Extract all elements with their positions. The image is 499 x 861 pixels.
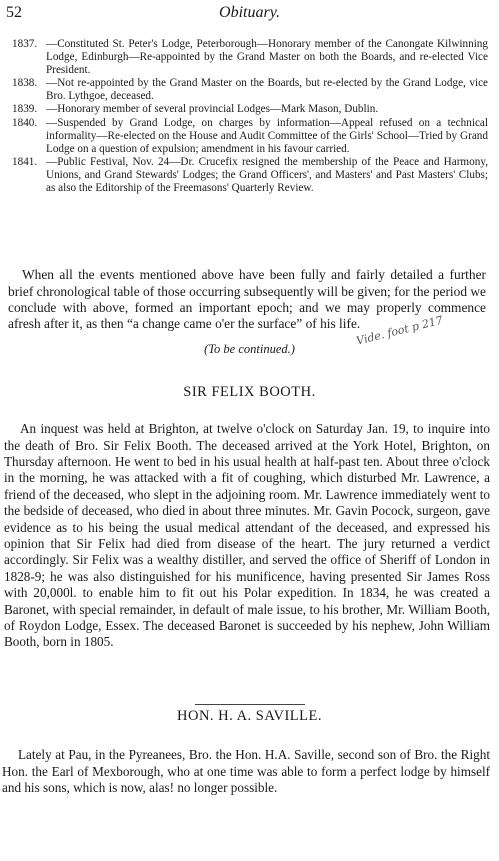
chronology-entry <box>12 103 488 116</box>
chronology-text: —Public Festival, Nov. 24—Dr. Crucefix resigned the membership of the Peace and Harmony, Unions, and Grand Stewards' Lodges; the Grand Officers', and Masters' and Past Masters' Clubs; as also the Editorship of the Freemasons' Quarterly Review. <box>46 155 488 195</box>
chronology-entry <box>12 117 488 156</box>
chronology-year: 1837. <box>12 38 38 50</box>
chronology-text: —Suspended by Grand Lodge, on charges by information—Appeal refused on a technical informality—Re-elected on the House and Audit Committee of the Girls' School—Tried by Grand Lodge on a question of expulsion; amendment in his favour carried. <box>46 116 488 155</box>
chronology-entry <box>12 77 488 103</box>
chronology-text: —Constituted St. Peter's Lodge, Peterborough—Honorary member of the Canongate Kilwinning Lodge, Edinburgh—Re-appointed by the Grand Master on both the Boards, and re-elected Vice President. <box>46 38 488 77</box>
chronology-year: 1839. <box>12 103 38 116</box>
chronology-text: —Not re-appointed by the Grand Master on the Boards, but re-elected by the Grand Lodge, vice Bro. Lythgoe, deceased. <box>46 77 488 103</box>
chronology-text: —Honorary member of several provincial Lodges—Mark Mason, Dublin. <box>46 103 379 116</box>
page-header <box>6 4 493 24</box>
section-heading-saville: HON. H. A. SAVILLE. <box>177 708 322 724</box>
page-number: 52 <box>6 4 22 21</box>
to-be-continued: (To be continued.) <box>204 342 295 356</box>
running-title: Obituary. <box>219 4 280 21</box>
section-body-saville: Lately at Pau, in the Pyreanees, Bro. the Hon. H.A. Saville, second son of Bro. the Right Hon. the Earl of Mexborough, who at one time was able to form a perfect lodge by himself and his sons, which is now, alas! no longer possible. <box>2 747 490 796</box>
chronology-year: 1840. <box>12 116 38 129</box>
chronology-year: 1841. <box>12 155 38 168</box>
closing-paragraph: When all the events mentioned above have been fully and fairly detailed a further brief chronological table of those occurring subsequently will be given; for the period we conclude with above, formed an important epoch; and we may properly commence afresh after it, as then “a change came o'er the surface” of his life. <box>8 267 486 332</box>
section-body-booth: An inquest was held at Brighton, at twelve o'clock on Saturday Jan. 19, to inquire into the death of Bro. Sir Felix Booth. The deceased arrived at the York Hotel, Brighton, on Thursday afternoon. He went to bed in his usual health at half-past ten. About three o'clock in the morning, he was attacked with a fit of coughing, which disturbed Mr. Lawrence, a friend of the deceased, who slept in the adjoining room. Mr. Lawrence immediately went to the bedside of deceased, who died in about three minutes. Mr. Gavin Pocock, surgeon, gave evidence as to his being the usual medical attendant of the deceased, and expressed his opinion that Sir Felix had died from disease of the heart. The jury returned a verdict accordingly. Sir Felix was a wealthy distiller, and served the office of Sheriff of London in 1828-9; he was also distinguished for his munificence, having presented Sir James Ross with 20,000l. to enable him to fit out his Polar expedition. In 1834, he was created a Baronet, with special remainder, in default of male issue, to his brother, Mr. William Booth, of Roydon Lodge, Essex. The deceased Baronet is succeeded by his nephew, John William Booth, born in 1805. <box>4 421 490 650</box>
chronology-entry <box>12 156 488 195</box>
chronology-list <box>12 38 488 195</box>
section-heading-booth: SIR FELIX BOOTH. <box>183 384 316 400</box>
handwritten-note: Vide. foot p 217 <box>355 313 445 348</box>
chronology-entry <box>12 38 488 77</box>
chronology-year: 1838. <box>12 77 38 90</box>
